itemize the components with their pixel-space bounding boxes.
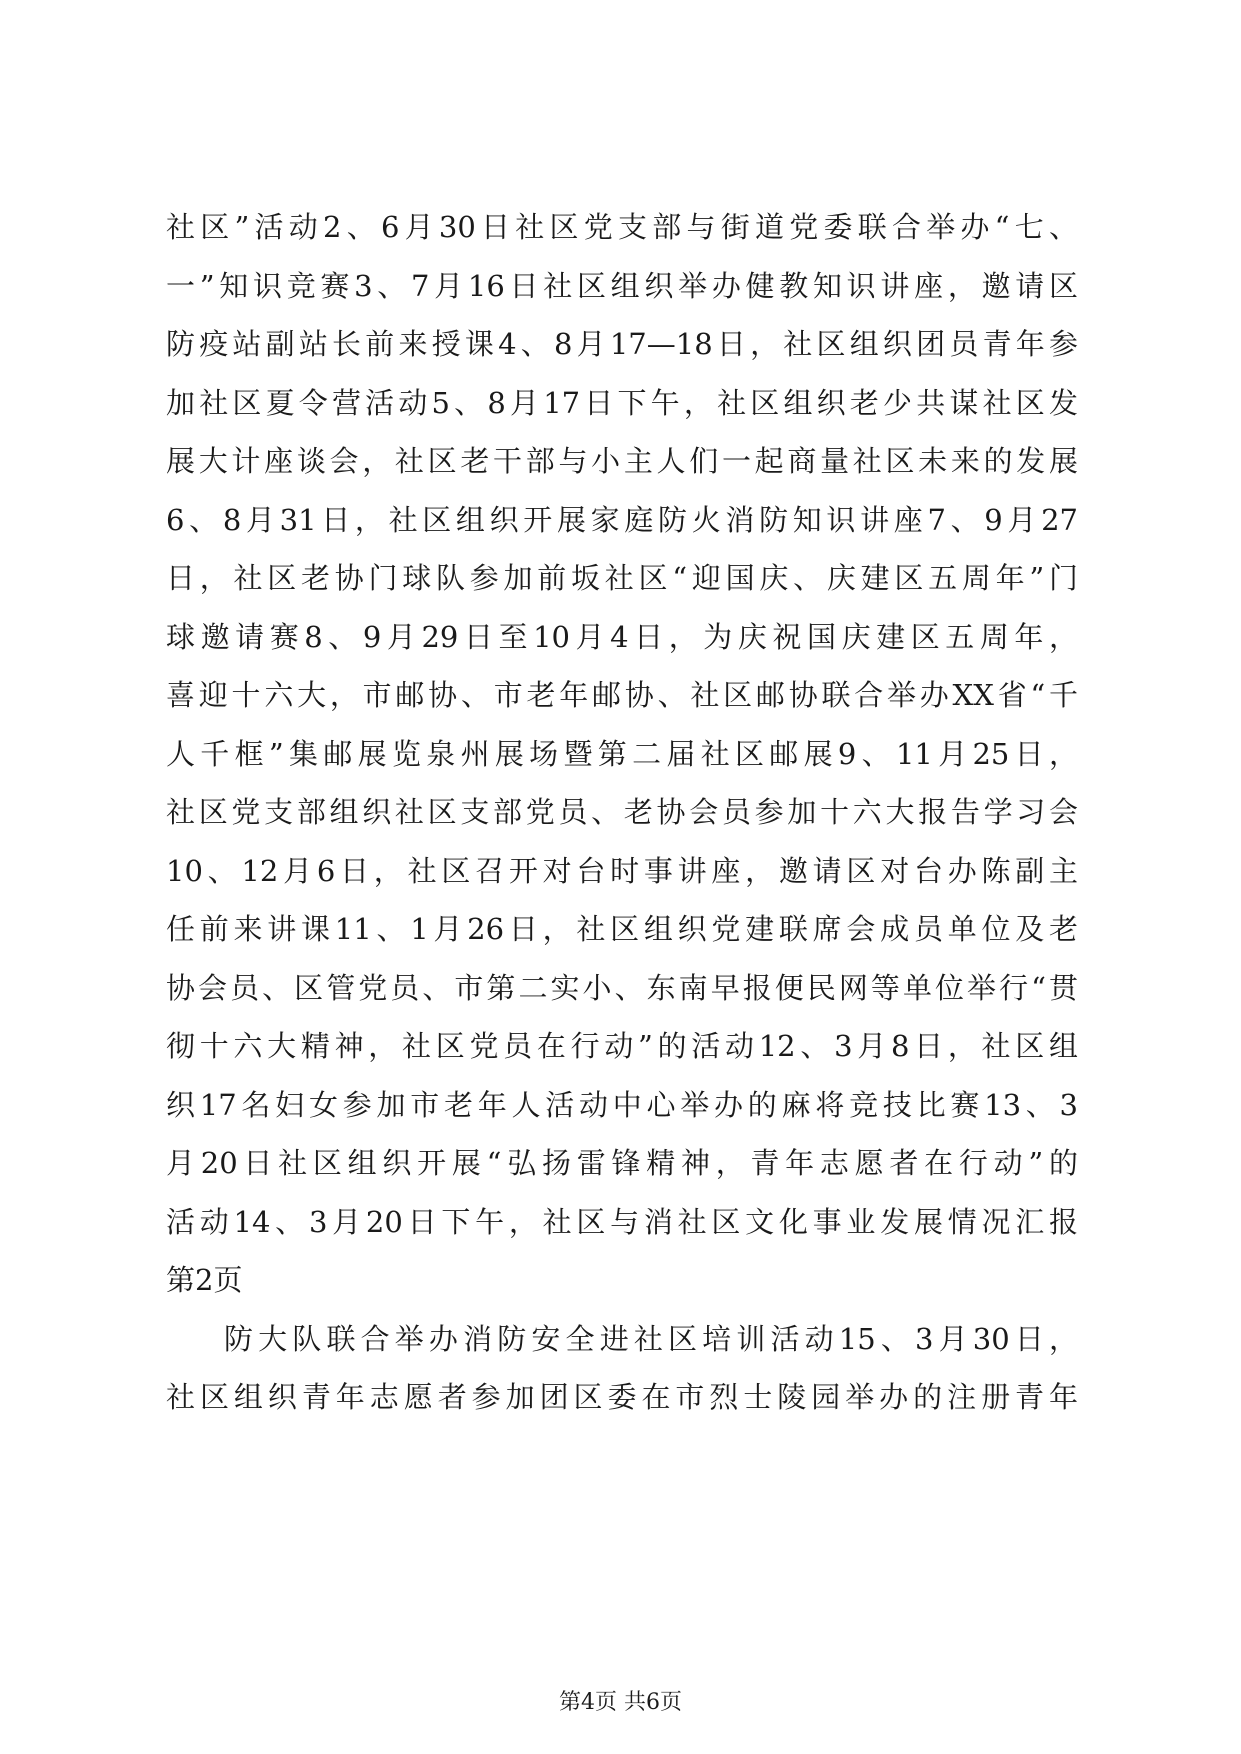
text-line: 彻十六大精神，社区党员在行动”的活动12、3月8日，社区组: [166, 1029, 1078, 1063]
text-line: 协会员、区管党员、市第二实小、东南早报便民网等单位举行“贯: [166, 970, 1078, 1005]
text-line: 展大计座谈会，社区老干部与小主人们一起商量社区未来的发展: [166, 444, 1078, 478]
text-line: 社区”活动2、6月30日社区党支部与街道党委联合举办“七、: [166, 210, 1078, 244]
text-line: 球邀请赛8、9月29日至10月4日，为庆祝国庆建区五周年，: [166, 619, 1078, 654]
document-body: [166, 198, 1078, 1427]
text-line: 6、8月31日，社区组织开展家庭防火消防知识讲座7、9月27: [166, 502, 1078, 537]
text-line: 喜迎十六大，市邮协、市老年邮协、社区邮协联合举办XX省“千: [166, 678, 1078, 712]
text-line: 人千框”集邮展览泉州展场暨第二届社区邮展9、11月25日，: [166, 736, 1078, 771]
text-line: 活动14、3月20日下午，社区与消社区文化事业发展情况汇报: [166, 1204, 1078, 1239]
text-line: 任前来讲课11、1月26日，社区组织党建联席会成员单位及老: [166, 912, 1078, 946]
text-line: 加社区夏令营活动5、8月17日下午，社区组织老少共谋社区发: [166, 385, 1078, 420]
inline-page-marker: 第2页: [166, 1263, 243, 1297]
paragraph-first-line: 防大队联合举办消防安全进社区培训活动15、3月30日，: [224, 1321, 1078, 1356]
text-line: 一”知识竞赛3、7月16日社区组织举办健教知识讲座，邀请区: [166, 268, 1078, 303]
text-line: 10、12月6日，社区召开对台时事讲座，邀请区对台办陈副主: [166, 853, 1078, 888]
text-line: 织17名妇女参加市老年人活动中心举办的麻将竞技比赛13、3: [166, 1087, 1078, 1122]
text-line: 社区党支部组织社区支部党员、老协会员参加十六大报告学习会: [166, 795, 1078, 829]
text-line: 社区组织青年志愿者参加团区委在市烈士陵园举办的注册青年: [166, 1380, 1078, 1414]
page-footer: 第4页 共6页: [559, 1690, 682, 1715]
text-line: 月20日社区组织开展“弘扬雷锋精神，青年志愿者在行动”的: [166, 1146, 1078, 1180]
text-line: 防疫站副站长前来授课4、8月17—18日，社区组织团员青年参: [166, 327, 1078, 361]
text-line: 日，社区老协门球队参加前坂社区“迎国庆、庆建区五周年”门: [166, 561, 1078, 595]
